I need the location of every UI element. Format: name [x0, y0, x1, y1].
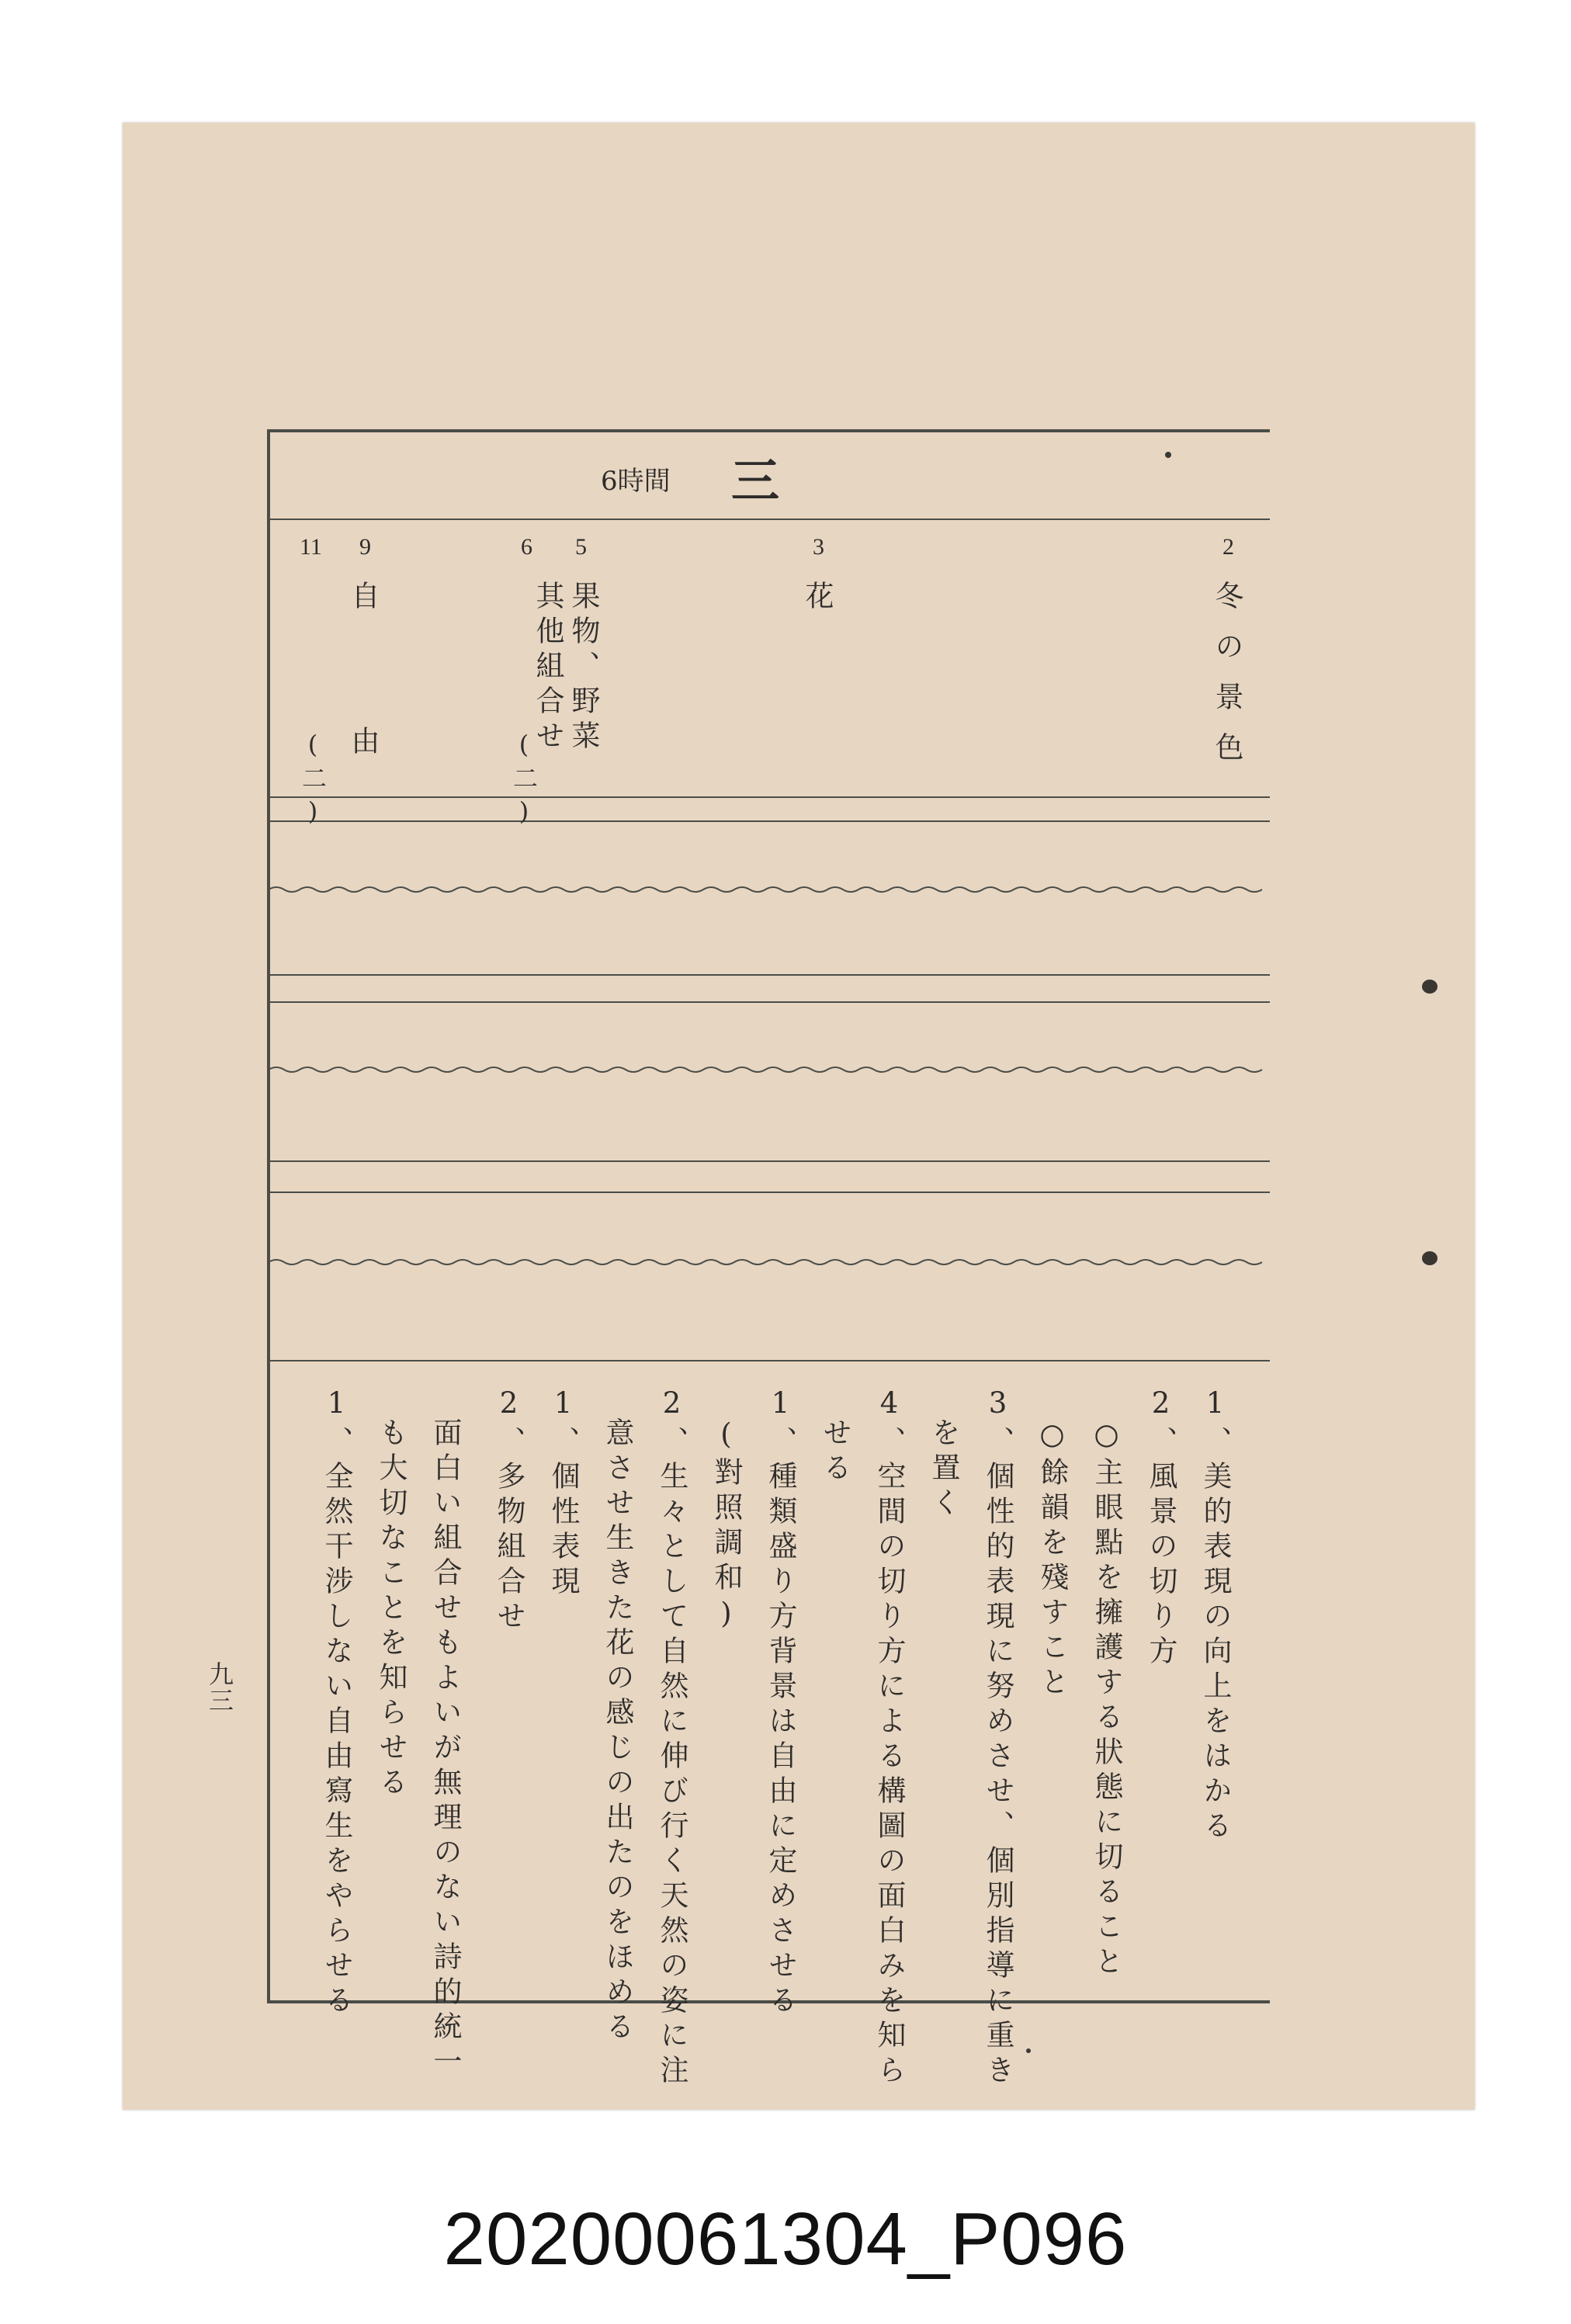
- topic-number: 11: [300, 534, 322, 560]
- topic-title: 自由: [346, 581, 380, 871]
- wavy-rule: [269, 885, 1270, 894]
- row-divider: [269, 1191, 1270, 1193]
- topic-number: 9: [359, 534, 371, 560]
- note-column: 意させ生きた花の感じの出たのをほめる: [601, 1417, 634, 2046]
- binding-hole: [1422, 1251, 1437, 1265]
- ink-speck: [1026, 2048, 1031, 2053]
- note-column: 面白い組合せもよいが無理のない詩的統一: [428, 1417, 462, 2081]
- hours-label: 6時間: [601, 466, 671, 497]
- note-column: 1、個性表現: [546, 1386, 580, 1601]
- binding-hole: [1422, 980, 1437, 994]
- note-column: 1、美的表現の向上をはかる: [1198, 1386, 1232, 1845]
- note-column: せる: [818, 1417, 851, 1487]
- wavy-rule: [269, 1065, 1270, 1074]
- row-divider: [269, 820, 1270, 822]
- note-column: 1、種類盛り方背景は自由に定めさせる: [764, 1386, 797, 2020]
- topic-number: 3: [813, 534, 824, 560]
- note-column: 1、全然干涉しない自由寫生をやらせる: [320, 1386, 353, 2020]
- note-column: 4、空間の切り方による構圖の面白みを知ら: [872, 1386, 906, 2090]
- header-divider: [269, 519, 1270, 520]
- topic-title: 果物、野菜: [567, 581, 600, 755]
- row-divider: [269, 1360, 1270, 1361]
- table-left-border: [267, 429, 270, 2003]
- topic-number: 2: [1222, 534, 1234, 560]
- topic-number: 5: [575, 534, 587, 560]
- row-divider: [269, 974, 1270, 976]
- topic-title: (二): [298, 730, 328, 832]
- table-top-border: [269, 429, 1270, 432]
- note-column: 2、生々として自然に伸び行く天然の姿に注: [655, 1386, 688, 2090]
- archive-caption: 20200061304_P096: [443, 2197, 1128, 2281]
- note-column: 2、風景の切り方: [1144, 1386, 1177, 1670]
- topic-title: 冬の景色: [1210, 581, 1243, 782]
- note-column: (對照調和): [709, 1417, 743, 1636]
- note-column: も大切なことを知らせる: [374, 1417, 407, 1802]
- topic-title: 花: [800, 581, 834, 616]
- note-column: ○主眼點を擁護する狀態に切ること: [1090, 1417, 1123, 1981]
- note-column: 2、多物組合せ: [492, 1386, 525, 1635]
- title-row-divider: [269, 796, 1270, 798]
- topic-title: (二): [509, 730, 539, 832]
- page-number: 九三: [205, 1661, 234, 1714]
- row-divider: [269, 1001, 1270, 1003]
- grade-mark: 三: [731, 453, 782, 509]
- note-column: 3、個性的表現に努めさせ、個別指導に重き: [981, 1386, 1014, 2090]
- note-column: を置く: [927, 1417, 960, 1522]
- row-divider: [269, 1160, 1270, 1162]
- topic-title: 其他組合せ: [531, 581, 564, 755]
- wavy-rule: [269, 1257, 1270, 1267]
- topic-number: 6: [521, 534, 532, 560]
- note-column: ○餘韻を殘すこと: [1035, 1417, 1069, 1701]
- ink-speck: [1165, 452, 1171, 458]
